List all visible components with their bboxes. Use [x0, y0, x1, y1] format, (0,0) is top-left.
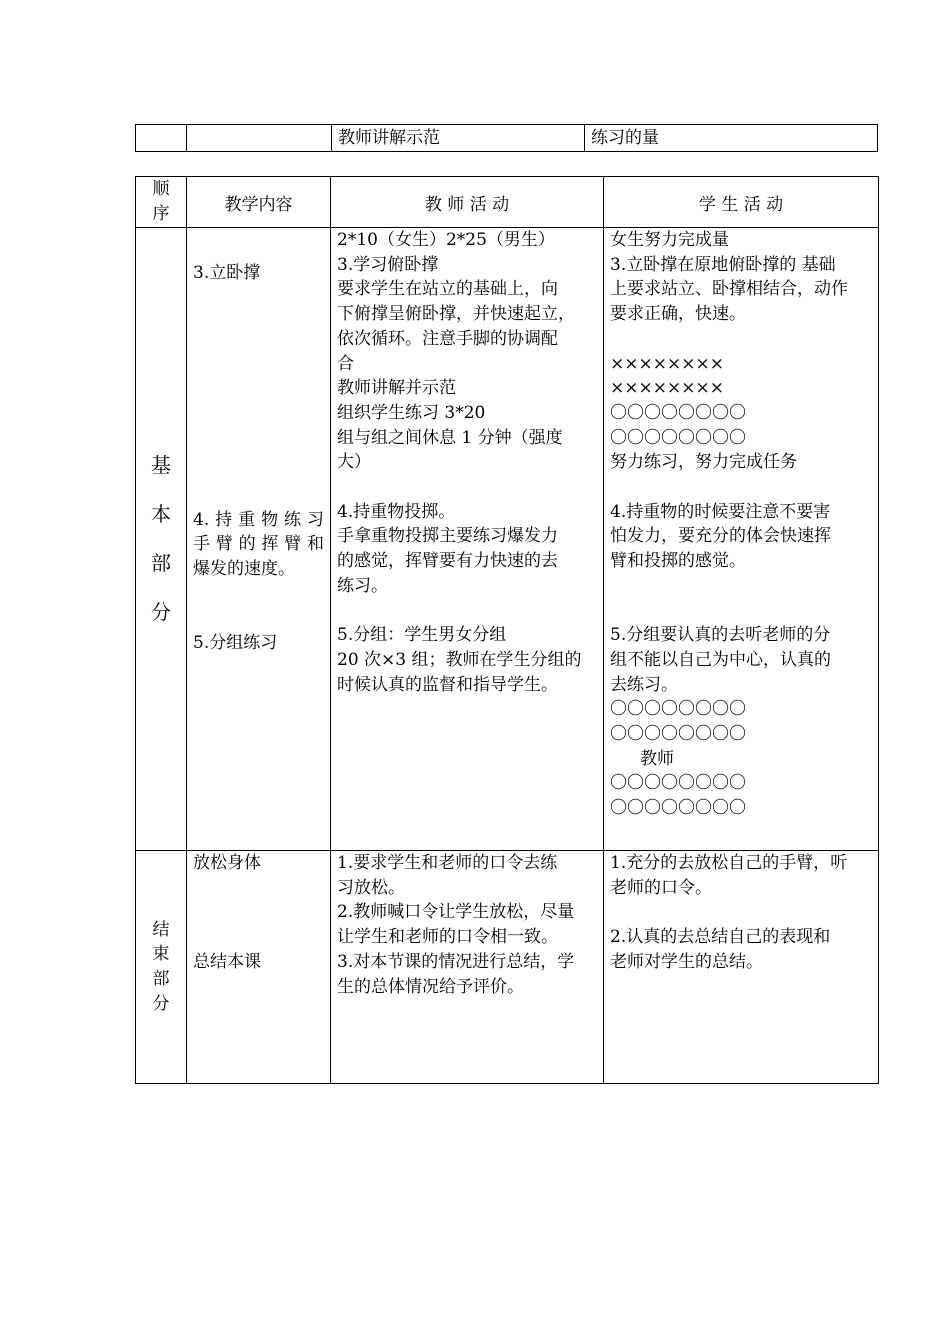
teacher-line: 让学生和老师的口令相一致。	[337, 927, 558, 948]
content-line	[193, 925, 324, 950]
student-line: ××××××××	[610, 378, 724, 399]
section-label-char: 部	[152, 969, 170, 989]
student-line: 努力练习，努力完成任务	[610, 452, 797, 473]
basic-content-cell	[187, 228, 331, 851]
content-line: 3.立卧撑	[193, 262, 261, 283]
basic-teacher-cell	[331, 228, 604, 851]
teacher-line: 合	[337, 353, 354, 374]
student-line: ××××××××	[610, 353, 724, 374]
top-header-row	[136, 125, 878, 152]
student-line: 2.认真的去总结自己的表现和	[610, 927, 831, 948]
content-line: 手臂的挥臂和	[193, 534, 324, 555]
student-line: 〇〇〇〇〇〇〇〇	[610, 427, 746, 448]
teacher-line: 20 次×3 组；教师在学生分组的	[337, 649, 582, 670]
student-line: 要求正确，快速。	[610, 304, 746, 325]
content-line: 放松身体	[193, 853, 261, 873]
top-cell-1	[136, 125, 187, 152]
student-line: 〇〇〇〇〇〇〇〇	[610, 402, 746, 423]
teacher-line: 要求学生在站立的基础上，向	[337, 279, 558, 300]
student-line	[610, 574, 872, 599]
teacher-line: 组织学生练习 3*20	[337, 402, 486, 423]
end-section-label	[136, 851, 187, 1084]
header-student-activity: 学 生 活 动	[604, 177, 879, 228]
student-line: 去练习。	[610, 674, 678, 695]
student-line	[610, 475, 872, 500]
content-line	[193, 236, 324, 261]
section-label-char: 分	[151, 600, 171, 624]
teacher-line: 时候认真的监督和指导学生。	[337, 674, 558, 695]
section-label-char: 束	[152, 944, 170, 965]
content-line	[193, 483, 324, 508]
content-line	[193, 409, 324, 434]
end-student-cell	[604, 851, 879, 1084]
header-order-char: 顺	[152, 179, 170, 200]
content-line	[193, 360, 324, 385]
lesson-plan-table	[135, 176, 879, 1084]
teacher-line: 下俯撑呈俯卧撑，并快速起立，	[337, 304, 575, 325]
header-teacher-activity: 教 师 活 动	[331, 177, 604, 228]
content-line: 爆发的速度。	[193, 559, 295, 580]
content-line	[193, 310, 324, 335]
content-line: 5.分组练习	[193, 633, 278, 654]
teacher-line: 练习。	[337, 575, 388, 596]
content-line	[193, 607, 324, 632]
teacher-line: 依次循环。注意手脚的协调配	[337, 328, 558, 349]
section-label-char: 结	[152, 919, 170, 940]
teacher-line: 3.对本节课的情况进行总结，学	[337, 951, 575, 972]
content-line	[193, 900, 324, 925]
content-line: 4.持重物练习	[193, 509, 324, 530]
teacher-line: 2.教师喊口令让学生放松，尽量	[337, 902, 575, 923]
content-line	[193, 335, 324, 360]
student-line: 3.立卧撑在原地俯卧撑的 基础	[610, 254, 836, 275]
student-line: 教师	[640, 748, 674, 769]
teacher-line: 习放松。	[337, 877, 405, 898]
section-label-char: 部	[151, 551, 171, 575]
content-line	[193, 458, 324, 483]
teacher-line: 4.持重物投掷。	[337, 501, 456, 522]
header-order-char: 序	[152, 204, 170, 224]
section-label-char: 本	[151, 502, 171, 526]
student-line: 5.分组要认真的去听老师的分	[610, 625, 831, 646]
content-line: 总结本课	[193, 951, 261, 972]
content-line	[193, 582, 324, 607]
student-line: 女生努力完成量	[610, 230, 729, 250]
end-section-row	[136, 851, 879, 1084]
basic-section-row	[136, 228, 879, 851]
top-header-table	[135, 124, 878, 152]
student-line: 〇〇〇〇〇〇〇〇	[610, 773, 746, 794]
content-line	[193, 876, 324, 901]
student-line: 〇〇〇〇〇〇〇〇	[610, 699, 746, 720]
end-teacher-cell	[331, 851, 604, 1084]
header-order	[136, 177, 187, 228]
student-line	[610, 327, 872, 352]
teacher-line: 生的总体情况给予评价。	[337, 976, 524, 997]
teacher-line: 3.学习俯卧撑	[337, 254, 439, 275]
student-line: 〇〇〇〇〇〇〇〇	[610, 798, 746, 819]
student-line: 〇〇〇〇〇〇〇〇	[610, 724, 746, 745]
teacher-line	[337, 475, 597, 500]
teacher-line: 2*10（女生）2*25（男生）	[337, 230, 555, 250]
top-cell-2	[187, 125, 332, 152]
teacher-line	[337, 599, 597, 624]
student-line: 1.充分的去放松自己的手臂，听	[610, 853, 848, 873]
teacher-line: 5.分组：学生男女分组	[337, 625, 507, 646]
student-line	[610, 599, 872, 624]
student-line: 组不能以自己为中心，认真的	[610, 649, 831, 670]
header-row	[136, 177, 879, 228]
content-line	[193, 434, 324, 459]
teacher-line: 大）	[337, 452, 371, 473]
content-line	[193, 285, 324, 310]
top-cell-practice-amount: 练习的量	[585, 125, 878, 152]
teacher-line: 手拿重物投掷主要练习爆发力	[337, 526, 558, 547]
section-label-char: 基	[151, 453, 171, 477]
basic-student-cell	[604, 228, 879, 851]
content-line	[193, 384, 324, 409]
teacher-line: 教师讲解并示范	[337, 378, 456, 399]
student-line: 4.持重物的时候要注意不要害	[610, 501, 831, 522]
end-content-cell	[187, 851, 331, 1084]
student-line: 臂和投掷的感觉。	[610, 551, 746, 572]
header-content: 教学内容	[187, 177, 331, 228]
teacher-line: 1.要求学生和老师的口令去练	[337, 853, 558, 873]
student-line: 上要求站立、卧撑相结合，动作	[610, 279, 848, 300]
teacher-line: 的感觉，挥臂要有力快速的去	[337, 551, 558, 572]
student-line: 老师对学生的总结。	[610, 951, 763, 972]
top-cell-teacher-demo: 教师讲解示范	[332, 125, 585, 152]
basic-section-label	[136, 228, 187, 851]
student-line	[610, 900, 872, 925]
teacher-line: 组与组之间休息 1 分钟（强度	[337, 427, 563, 448]
student-line: 老师的口令。	[610, 877, 712, 898]
student-line: 怕发力，要充分的体会快速挥	[610, 526, 831, 547]
section-label-char: 分	[152, 993, 170, 1014]
